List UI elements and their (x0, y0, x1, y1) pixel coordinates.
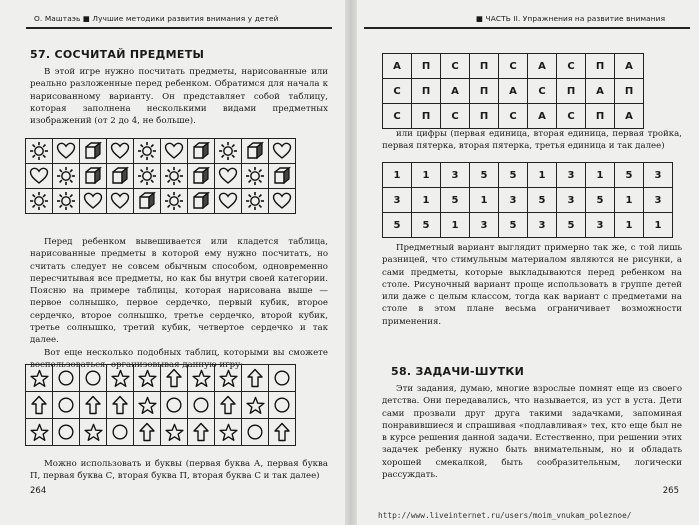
arrow-icon (80, 392, 107, 419)
arrow-icon (161, 365, 188, 392)
circle-icon (161, 392, 188, 419)
arrow-icon (188, 419, 215, 446)
heart-icon (80, 189, 107, 214)
left-head-rule (26, 27, 332, 29)
letter-table-cell: С (383, 79, 412, 104)
digit-table-cell: 5 (615, 163, 644, 188)
sun-icon (53, 164, 80, 189)
digit-table-cell: 1 (615, 213, 644, 238)
letter-table-cell: П (557, 79, 586, 104)
digit-table-cell: 3 (499, 188, 528, 213)
page-number-left: 264 (30, 486, 47, 496)
cube-icon (188, 189, 215, 214)
left-paragraph-2: Перед ребенком вывешивается или кладется таблица, нарисованные предметы в которой ему нужно посчитать, но считать следует не совсем обычным способом, одновременно пересчитывая все предметы, но как бы внутри своей категории. Поясню на примере таблицы, которая нарисована выше — первое солнышко, первое сердечко, первый кубик, второе сердечко, второе солнышко, третье сердечко, второй кубик, третье солнышко, третий кубик, четвертое сердечко и так далее. Вот еще несколько подобных таблиц, которыми вы сможете воспользоваться, организовывая данную игру: (30, 237, 328, 370)
letter-table-cell: С (499, 54, 528, 79)
circle-icon (188, 392, 215, 419)
cube-icon (269, 164, 296, 189)
letter-table (382, 53, 644, 129)
digit-table-cell: 1 (644, 213, 673, 238)
cube-icon (107, 164, 134, 189)
right-page (358, 0, 693, 510)
digit-table-cell: 3 (557, 163, 586, 188)
letter-table-cell: С (557, 54, 586, 79)
sun-icon (134, 164, 161, 189)
letter-table-cell: С (383, 104, 412, 129)
cube-icon (80, 139, 107, 164)
digit-table-row (383, 213, 673, 238)
digit-table-cell: 1 (441, 213, 470, 238)
section-title-58: 58. ЗАДАЧИ-ШУТКИ (391, 365, 525, 378)
letter-table-cell: С (557, 104, 586, 129)
circle-icon (53, 392, 80, 419)
heart-icon (107, 189, 134, 214)
icon-table-row (26, 164, 296, 189)
letter-table-cell: П (586, 54, 615, 79)
letter-table-cell: П (615, 79, 644, 104)
digit-table-cell: 5 (499, 213, 528, 238)
cube-icon (242, 139, 269, 164)
heart-icon (26, 164, 53, 189)
digit-table-cell: 5 (441, 188, 470, 213)
digit-table-cell: 3 (644, 163, 673, 188)
letter-table-cell: А (499, 79, 528, 104)
left-running-head: О. Маштаэь ■ Лучшие методики развития внимания у детей (34, 14, 279, 23)
letter-table-row (383, 54, 644, 79)
digit-table-cell: 1 (615, 188, 644, 213)
letter-table-cell: П (586, 104, 615, 129)
icon-table-row (26, 189, 296, 214)
sun-icon (242, 189, 269, 214)
arrow-icon (215, 392, 242, 419)
cube-icon (80, 164, 107, 189)
letter-table-cell: П (470, 104, 499, 129)
shape-table-row (26, 392, 296, 419)
letter-table-cell: С (441, 104, 470, 129)
sun-icon (134, 139, 161, 164)
book-gutter (345, 0, 357, 525)
sun-icon (26, 189, 53, 214)
digit-table-cell: 3 (557, 188, 586, 213)
letter-table-cell: С (528, 79, 557, 104)
star-icon (215, 419, 242, 446)
circle-icon (107, 419, 134, 446)
arrow-icon (269, 419, 296, 446)
section-title-57: 57. СОСЧИТАЙ ПРЕДМЕТЫ (30, 48, 205, 61)
circle-icon (53, 419, 80, 446)
digit-table-cell: 3 (441, 163, 470, 188)
heart-icon (53, 139, 80, 164)
digit-table-cell: 1 (586, 163, 615, 188)
letter-table-cell: А (615, 104, 644, 129)
digit-table-cell: 3 (528, 213, 557, 238)
heart-icon (215, 164, 242, 189)
digit-table-cell: 1 (383, 163, 412, 188)
right-paragraph-1: или цифры (первая единица, вторая единица, первая тройка, первая пятерка, вторая пятерка, третья единица и так далее) (382, 129, 682, 152)
sun-icon (53, 189, 80, 214)
sun-icon (161, 189, 188, 214)
star-icon (188, 365, 215, 392)
digit-table-cell: 5 (412, 213, 441, 238)
arrow-icon (134, 419, 161, 446)
star-icon (26, 419, 53, 446)
digit-table (382, 162, 673, 238)
letter-table-cell: П (470, 79, 499, 104)
arrow-icon (107, 392, 134, 419)
star-icon (161, 419, 188, 446)
heart-icon (215, 189, 242, 214)
right-paragraph-3: Эти задания, думаю, многие взрослые помнят еще из своего детства. Они передавались, что называется, из уст в уста. Дети сами прозвали друг друга такими задачками, запоминая понравившиеся и спрашивая «подлавливая» тех, кто еще был не в курсе решения данной задачи. Естественно, при решении этих задачек ребенку нужно быть внимательным, но и обладать хорошей смекалкой, быть сообразительным, логически рассуждать. (382, 384, 682, 481)
digit-table-cell: 1 (528, 163, 557, 188)
digit-table-cell: 5 (557, 213, 586, 238)
heart-icon (107, 139, 134, 164)
circle-icon (269, 392, 296, 419)
cube-icon (188, 139, 215, 164)
letter-table-row (383, 104, 644, 129)
star-icon (242, 392, 269, 419)
digit-table-cell: 3 (586, 213, 615, 238)
letter-table-cell: П (412, 54, 441, 79)
left-page (4, 0, 344, 510)
letter-table-cell: А (441, 79, 470, 104)
sun-icon (26, 139, 53, 164)
star-icon (107, 365, 134, 392)
digit-table-cell: 1 (412, 188, 441, 213)
sun-icon (242, 164, 269, 189)
right-head-rule (364, 27, 690, 29)
letter-table-cell: А (615, 54, 644, 79)
digit-table-cell: 5 (383, 213, 412, 238)
arrow-icon (26, 392, 53, 419)
star-icon (26, 365, 53, 392)
star-icon (134, 365, 161, 392)
letter-table-cell: С (499, 104, 528, 129)
circle-icon (242, 419, 269, 446)
digit-table-cell: 1 (412, 163, 441, 188)
star-icon (80, 419, 107, 446)
icon-table (25, 138, 296, 214)
watermark-url: http://www.liveinternet.ru/users/moim_vnukam_poleznoe/ (378, 511, 632, 520)
circle-icon (53, 365, 80, 392)
digit-table-cell: 3 (470, 213, 499, 238)
letter-table-cell: А (528, 104, 557, 129)
letter-table-cell: А (383, 54, 412, 79)
letter-table-cell: П (412, 104, 441, 129)
heart-icon (269, 189, 296, 214)
letter-table-cell: П (470, 54, 499, 79)
icon-table-row (26, 139, 296, 164)
sun-icon (215, 139, 242, 164)
shape-table-row (26, 365, 296, 392)
digit-table-cell: 5 (470, 163, 499, 188)
shape-table-row (26, 419, 296, 446)
star-icon (215, 365, 242, 392)
cube-icon (188, 164, 215, 189)
letter-table-row (383, 79, 644, 104)
digit-table-cell: 5 (499, 163, 528, 188)
right-paragraph-2: Предметный вариант выглядит примерно так же, с той лишь разницей, что стимульным материалом являются не рисунки, а сами предметы, которые выкладываются перед ребенком на столе. Рисуночный вариант проще использовать в группе детей или даже с целым классом, тогда как вариант с предметами на столе в этом плане весьма ограничивает возможности применения. (382, 243, 682, 327)
sun-icon (161, 164, 188, 189)
circle-icon (80, 365, 107, 392)
shape-table (25, 364, 296, 446)
digit-table-row (383, 188, 673, 213)
letter-table-cell: А (586, 79, 615, 104)
circle-icon (269, 365, 296, 392)
letter-table-cell: П (412, 79, 441, 104)
digit-table-cell: 1 (470, 188, 499, 213)
arrow-icon (242, 365, 269, 392)
left-paragraph-4: Можно использовать и буквы (первая буква А, первая буква П, первая буква С, вторая буква П, вторая буква С и так далее) (30, 459, 328, 482)
letter-table-cell: А (528, 54, 557, 79)
digit-table-row (383, 163, 673, 188)
digit-table-cell: 5 (586, 188, 615, 213)
cube-icon (134, 189, 161, 214)
right-running-head: ■ ЧАСТЬ II. Упражнения на развитие внимания (476, 14, 666, 23)
heart-icon (269, 139, 296, 164)
page-number-right: 265 (662, 486, 679, 496)
digit-table-cell: 5 (528, 188, 557, 213)
heart-icon (161, 139, 188, 164)
left-paragraph-1: В этой игре нужно посчитать предметы, нарисованные или реально разложенные перед ребенком. Обратимся для начала к нарисованному варианту. Он представляет собой таблицу, которая заполнена несколькими видами предметных изображений (от 2 до 4, не больше). (30, 67, 328, 127)
digit-table-cell: 3 (644, 188, 673, 213)
star-icon (134, 392, 161, 419)
letter-table-cell: С (441, 54, 470, 79)
digit-table-cell: 3 (383, 188, 412, 213)
